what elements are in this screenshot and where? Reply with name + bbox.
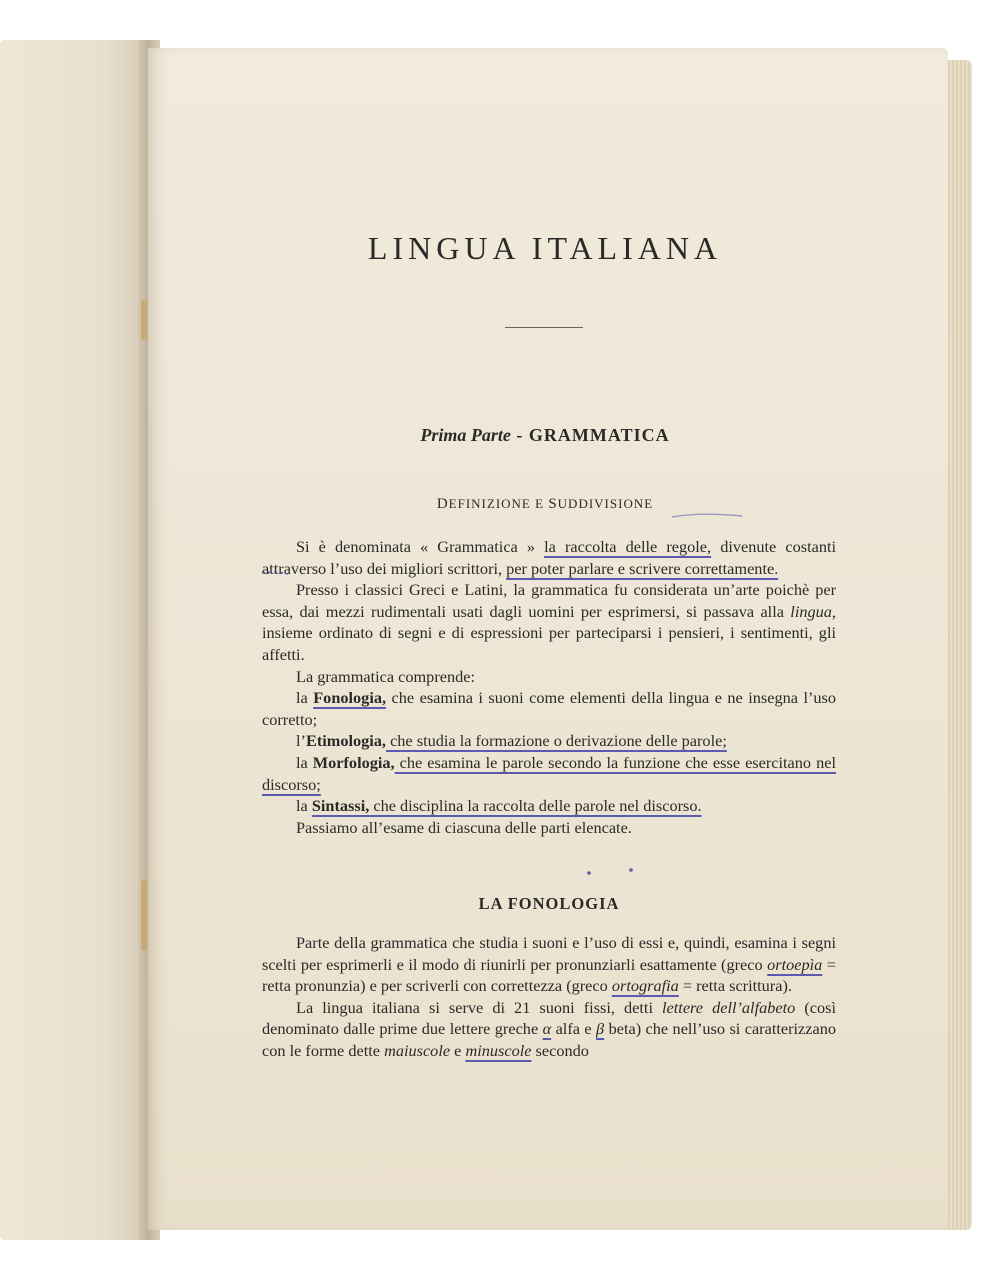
p6-text-a: La lingua italiana si serve di 21 suoni fissi, detti xyxy=(296,997,663,1017)
pencil-dot-1 xyxy=(587,871,591,875)
paragraph-4: Passiamo all’esame di ciascuna delle parti elencate. xyxy=(296,817,632,837)
p6-lettere: lettere dell’alfabeto xyxy=(662,997,796,1017)
p1-text-a: Si è denominata « Grammatica » xyxy=(296,537,545,556)
p5-text-a: Parte della grammatica che studia i suoni e l’uso di essi e, quindi, esamina i segni scelti per esprimerli e il modo di riunirli per pronunziarli esattamente (greco xyxy=(262,933,836,974)
p2-text-a: Presso i classici Greci e Latini, la grammatica fu considerata un’arte poichè per essa, dai mezzi rudimentali usati dagli uomini per esprimersi, si passava alla xyxy=(262,580,836,621)
p6-alpha: α xyxy=(542,1019,552,1039)
item-text: che studia la formazione o derivazione delle parole; xyxy=(386,731,727,751)
p6-text-i: e xyxy=(450,1040,466,1060)
item-pre: la xyxy=(296,688,314,708)
term-sintassi: Sintassi, xyxy=(311,796,370,816)
p5-ortografia: ortografia xyxy=(611,976,679,996)
term-etimologia: Etimologia, xyxy=(305,731,386,751)
section-heading: LA FONOLOGIA xyxy=(478,894,620,913)
p1-text-c: divenute costanti attraverso l’uso dei migliori scrittori, xyxy=(262,537,837,578)
item-pre: la xyxy=(296,752,313,772)
item-pre: la xyxy=(296,796,312,816)
part-separator: - xyxy=(510,425,529,445)
p6-text-e: alfa e xyxy=(551,1019,597,1039)
p6-text-g: beta) che nell’uso si caratterizzano con le forme dette xyxy=(262,1019,837,1060)
def-word-2: UDDIVISIONE xyxy=(557,496,654,511)
item-text: che esamina i suoni come elementi della lingua e ne insegna l’uso corretto; xyxy=(262,688,837,729)
p1-underlined-d: per poter parlare e scrivere correttamente. xyxy=(506,558,779,578)
p6-maiuscole: maiuscole xyxy=(384,1040,451,1060)
item-pre: l’ xyxy=(296,731,306,751)
part-name: GRAMMATICA xyxy=(528,425,670,445)
p6-text-c: (così denominato dalle prime due lettere greche xyxy=(262,997,836,1039)
pencil-stroke-heading xyxy=(672,514,742,517)
term-fonologia: Fonologia, xyxy=(313,688,387,708)
p1-underlined-b: la raccolta delle regole, xyxy=(544,537,712,556)
def-cap-s: S xyxy=(548,496,558,512)
def-cap-d: D xyxy=(436,496,449,512)
pencil-dash-left xyxy=(262,572,288,574)
pencil-dot-2 xyxy=(629,868,633,872)
p6-minuscole: minuscole xyxy=(465,1040,532,1060)
p5-text-e: = retta scrittura). xyxy=(678,976,792,996)
p6-beta: β xyxy=(596,1019,605,1039)
p6-text-k: secondo xyxy=(531,1040,589,1060)
paragraph-3: La grammatica comprende: xyxy=(296,666,476,686)
p5-text-c: = retta pronunzia) e per scriverli con correttezza (greco xyxy=(262,954,836,996)
page-title: LINGUA ITALIANA xyxy=(367,230,723,266)
item-text: che esamina le parole secondo la funzione che esse esercitano nel discorso; xyxy=(262,752,836,794)
p2-text-c: , insieme ordinato di segni e di espressioni per parteciparsi i pensieri, i sentimenti, gli affetti. xyxy=(262,601,836,664)
term-morfologia: Morfologia, xyxy=(312,752,395,772)
def-word-1: EFINIZIONE E xyxy=(448,496,549,511)
p2-italic-lingua: lingua xyxy=(790,601,832,621)
p5-ortoepia: ortoepìa xyxy=(767,954,823,974)
item-text: che disciplina la raccolta delle parole nel discorso. xyxy=(369,796,702,816)
part-label: Prima Parte xyxy=(420,425,511,445)
